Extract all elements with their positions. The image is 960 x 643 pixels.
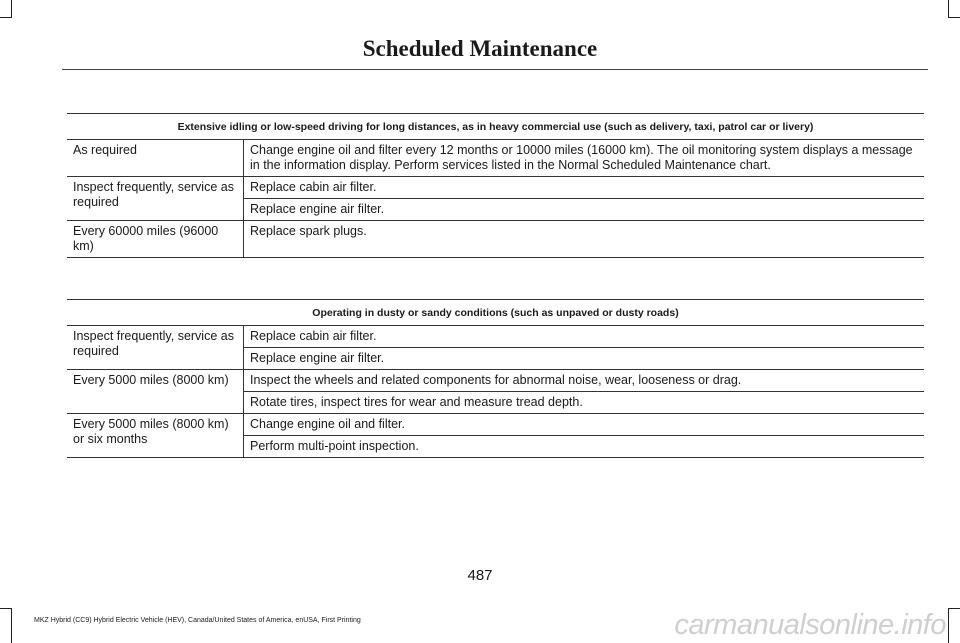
interval-cell: Inspect frequently, service as required [67,177,244,221]
crop-mark-top-left-v [11,0,12,18]
task-cell: Replace spark plugs. [244,221,925,258]
crop-mark-top-right-v [948,0,949,18]
task-cell: Replace engine air filter. [244,348,925,370]
task-cell: Change engine oil and filter every 12 months or 10000 miles (16000 km). The oil monitoring system displays a message in the information display. Perform services listed in the Normal Scheduled Maintenance chart. [244,140,925,177]
task-cell: Inspect the wheels and related components for abnormal noise, wear, looseness or drag. [244,370,925,392]
task-cell: Perform multi-point inspection. [244,436,925,458]
table-heading: Extensive idling or low-speed driving for long distances, as in heavy commercial use (such as delivery, taxi, patrol car or livery) [67,114,924,140]
crop-mark-bottom-right-v [948,608,949,643]
maintenance-table-idling [67,113,924,258]
crop-mark-bottom-left-v [11,608,12,643]
interval-cell: As required [67,140,244,177]
watermark[interactable]: carmanualsonline.info [674,609,946,641]
crop-mark-top-left-h [0,17,12,18]
page-title: Scheduled Maintenance [362,36,598,61]
task-cell: Replace engine air filter. [244,199,925,221]
interval-cell: Every 5000 miles (8000 km) or six months [67,414,244,458]
header-rule [62,69,928,70]
crop-mark-bottom-left-h [0,608,12,609]
crop-mark-top-right-h [948,17,960,18]
task-cell: Replace cabin air filter. [244,326,925,348]
interval-cell: Every 5000 miles (8000 km) [67,370,244,414]
interval-cell: Every 60000 miles (96000 km) [67,221,244,258]
task-cell: Rotate tires, inspect tires for wear and measure tread depth. [244,392,925,414]
printing-note: MKZ Hybrid (CC9) Hybrid Electric Vehicle (HEV), Canada/United States of America, enUSA, First Printing [34,617,361,624]
crop-mark-bottom-right-h [948,608,960,609]
task-cell: Replace cabin air filter. [244,177,925,199]
maintenance-table-dusty [67,299,924,458]
page-number: 487 [467,567,493,584]
interval-cell: Inspect frequently, service as required [67,326,244,370]
table-heading: Operating in dusty or sandy conditions (such as unpaved or dusty roads) [67,300,924,326]
task-cell: Change engine oil and filter. [244,414,925,436]
